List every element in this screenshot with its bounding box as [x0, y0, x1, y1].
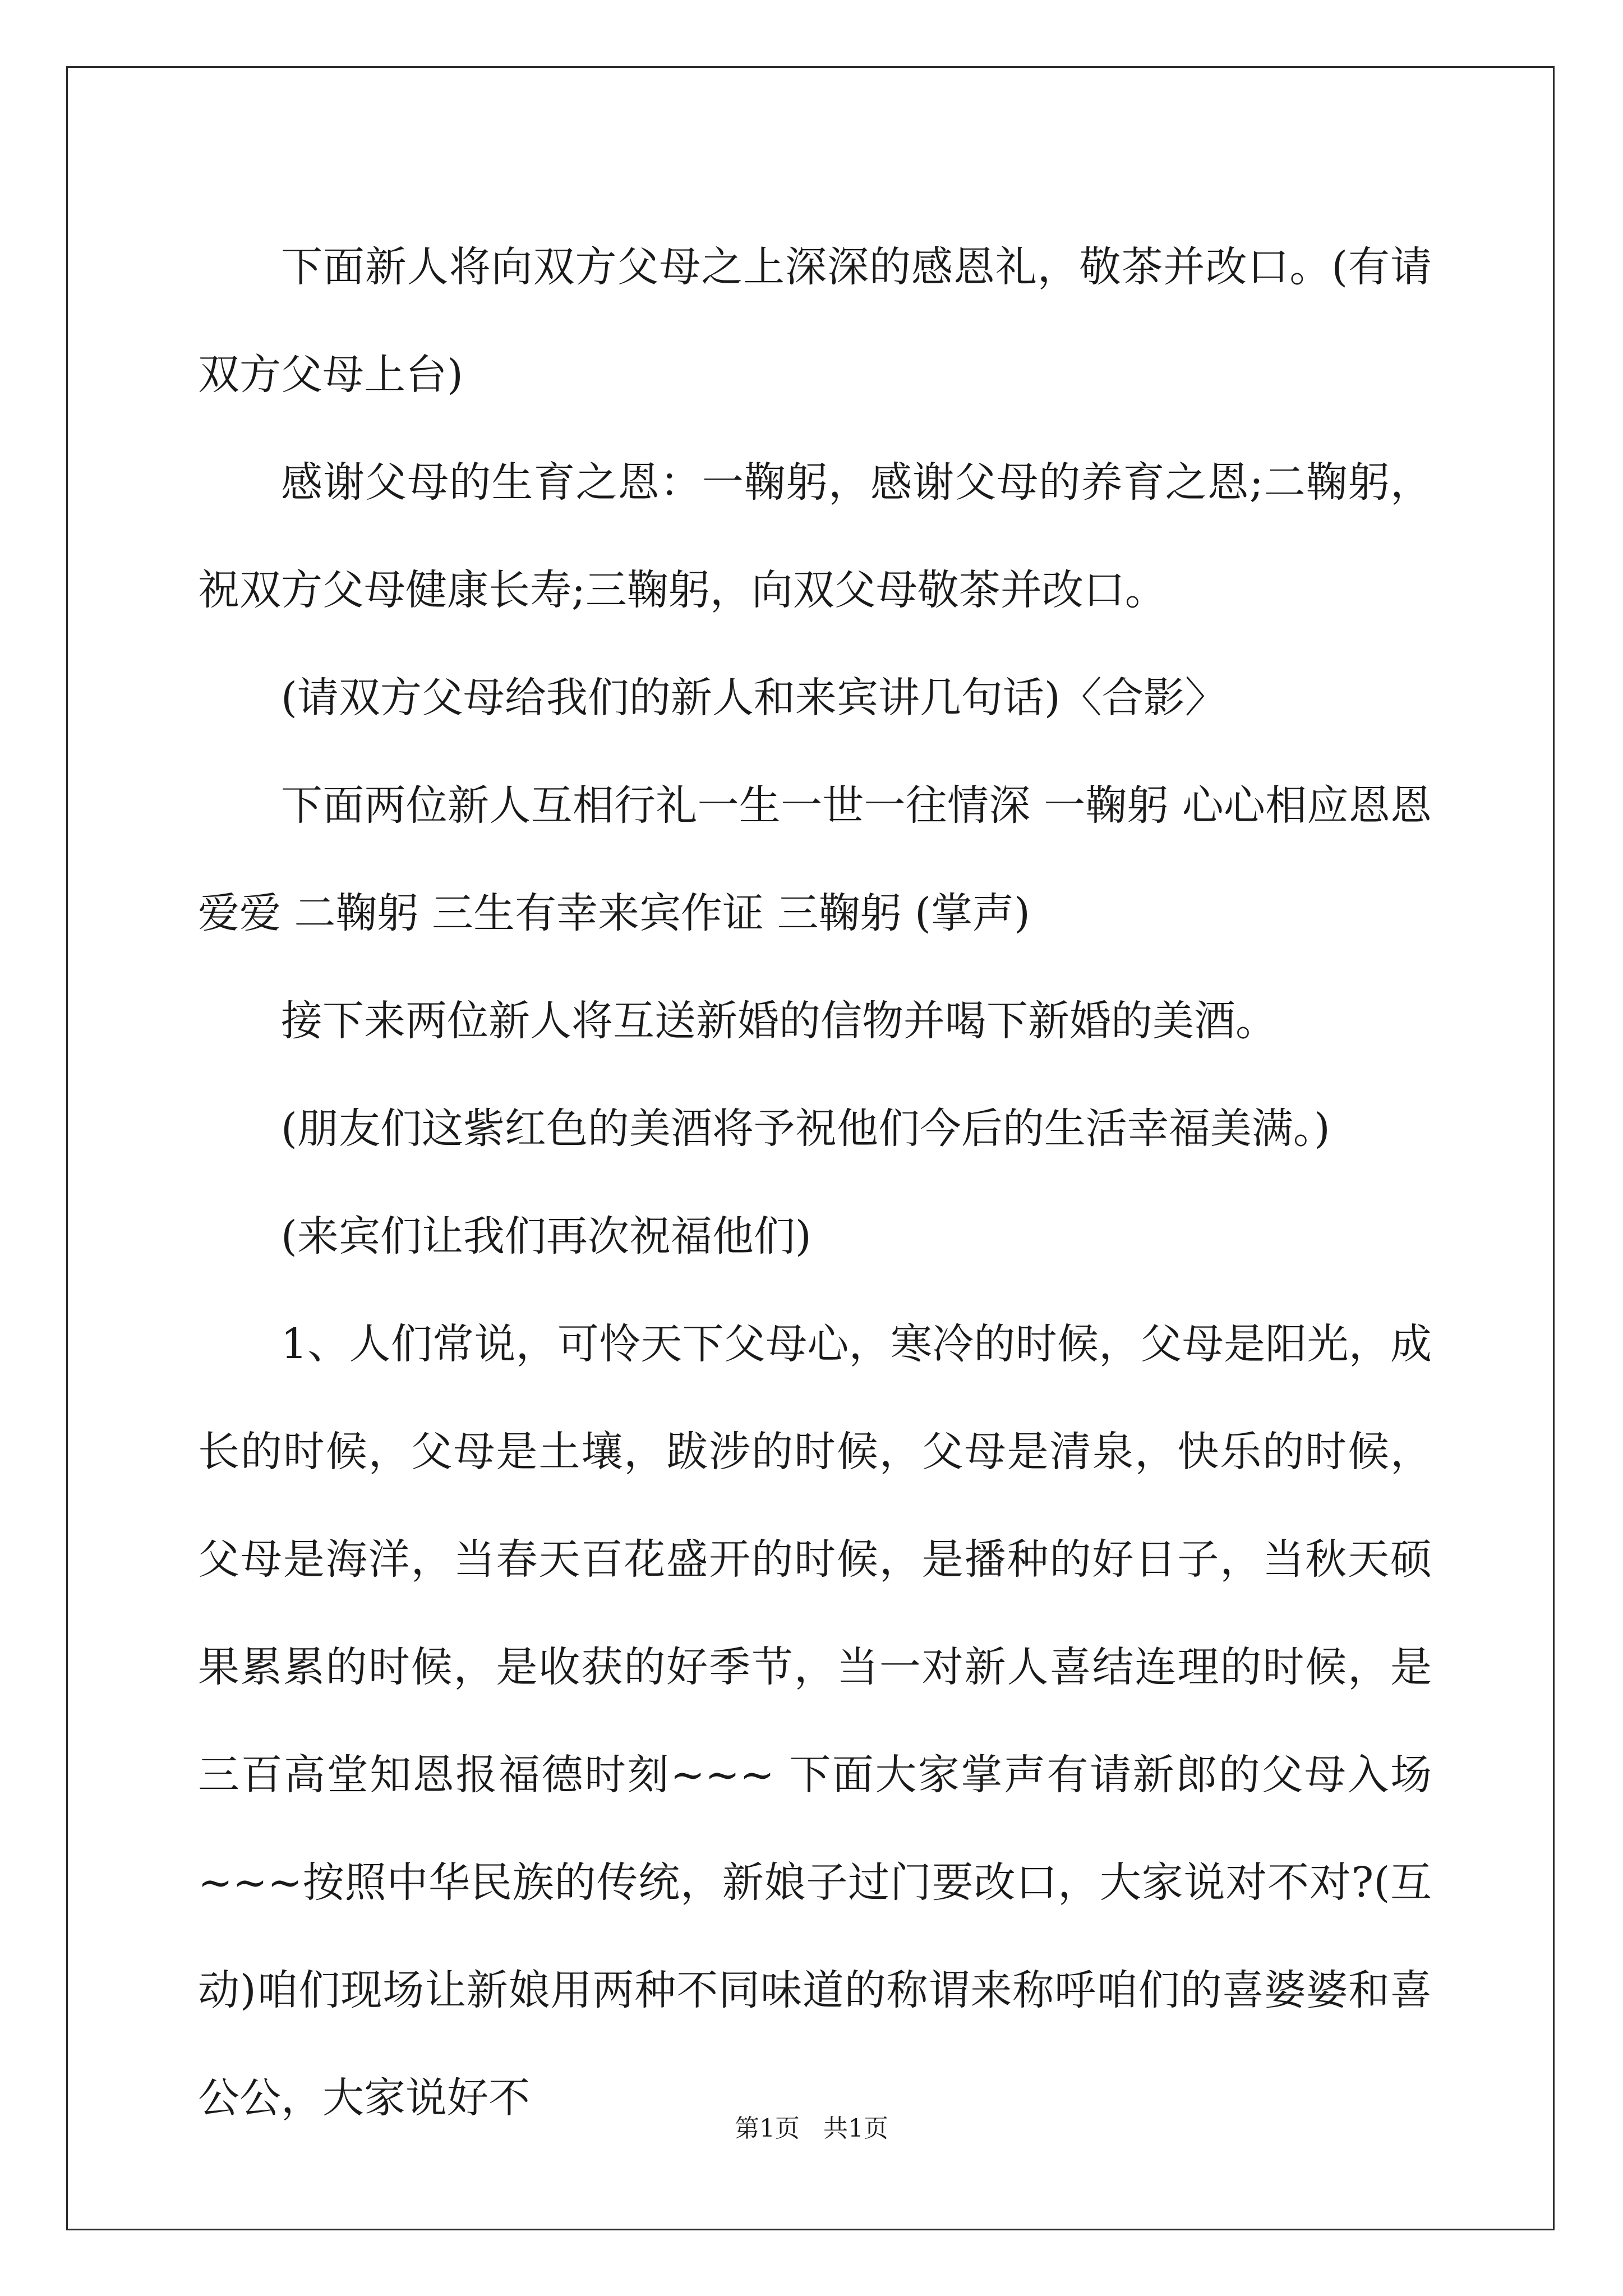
paragraph: 感谢父母的生育之恩：一鞠躬，感谢父母的养育之恩;二鞠躬，祝双方父母健康长寿;三鞠躬，向双父母敬茶并改口。 [198, 458, 1432, 614]
page-number-footer: 第1页 共1页 [735, 2114, 888, 2143]
paragraph: (请双方父母给我们的新人和来宾讲几句话)〈合影〉 [281, 674, 1227, 722]
paragraph: 下面两位新人互相行礼一生一世一往情深 一鞠躬 心心相应恩恩爱爱 二鞠躬 三生有幸来宾作证 三鞠躬 (掌声) [198, 781, 1432, 937]
paragraph: (来宾们让我们再次祝福他们) [281, 1212, 811, 1260]
paragraph: 1、人们常说，可怜天下父母心，寒冷的时候，父母是阳光，成长的时候，父母是土壤，跋涉的时候，父母是清泉，快乐的时候，父母是海洋，当春天百花盛开的时候，是播种的好日子，当秋天硕果累累的时候，是收获的好季节，当一对新人喜结连理的时候，是三百高堂知恩报福德时刻~~~ 下面大家掌声有请新郎的父母入场~~~按照中华民族的传统，新娘子过门要改口，大家说对不对?(互动)咱们现场让新娘用两种不同味道的称谓来称呼咱们的喜婆婆和喜公公，大家说好不 [198, 1320, 1432, 2122]
paragraph: 下面新人将向双方父母之上深深的感恩礼，敬茶并改口。(有请双方父母上台) [198, 243, 1432, 399]
paragraph: 接下来两位新人将互送新婚的信物并喝下新婚的美酒。 [281, 997, 1277, 1045]
document-body [198, 213, 1432, 2152]
paragraph: (朋友们这紫红色的美酒将予祝他们今后的生活幸福美满。) [281, 1105, 1330, 1153]
